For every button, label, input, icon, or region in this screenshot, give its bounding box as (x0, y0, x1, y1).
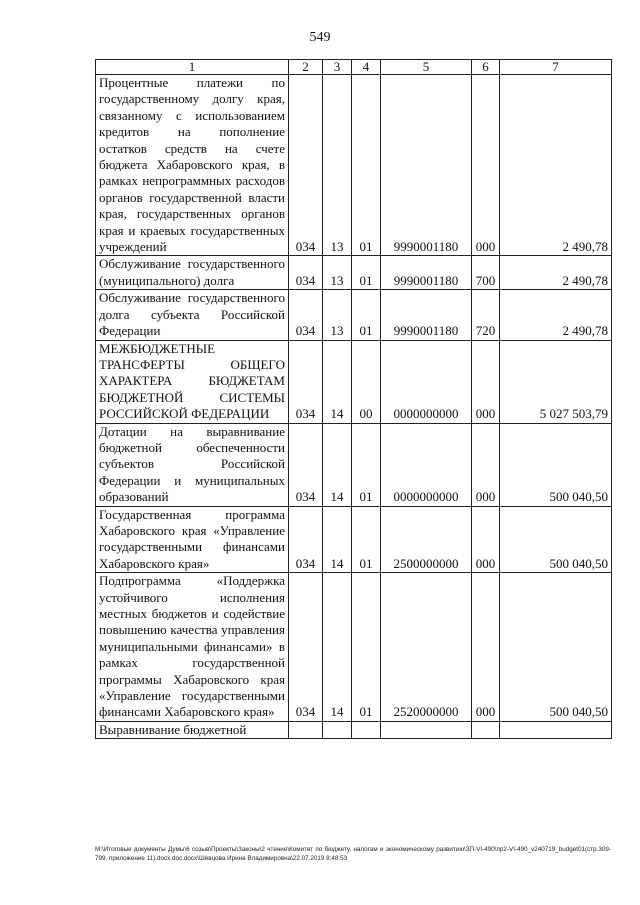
cell-target-article: 9990001180 (381, 256, 472, 290)
cell-section: 14 (323, 506, 352, 573)
row-name: Обслуживание государственного долга субъекта Российской Федерации (96, 290, 289, 340)
cell-section: 13 (323, 290, 352, 340)
cell-expense-type: 000 (472, 340, 500, 423)
page-number: 549 (309, 30, 331, 45)
cell-sum: 500 040,50 (500, 423, 612, 506)
cell-expense-type: 000 (472, 75, 500, 256)
cell-sum: 500 040,50 (500, 506, 612, 573)
cell-grbs: 034 (289, 423, 323, 506)
table-row (96, 506, 612, 573)
column-header: 4 (352, 60, 381, 75)
cell-grbs: 034 (289, 573, 323, 722)
column-header: 7 (500, 60, 612, 75)
table-row (96, 75, 612, 256)
cell-section (323, 721, 352, 738)
table-row (96, 256, 612, 290)
cell-target-article (381, 721, 472, 738)
row-name: Дотации на выравнивание бюджетной обеспеченности субъектов Российской Федерации и муниципальных образований (96, 423, 289, 506)
cell-subsection: 01 (352, 573, 381, 722)
cell-expense-type: 000 (472, 423, 500, 506)
cell-subsection: 01 (352, 423, 381, 506)
cell-subsection: 01 (352, 256, 381, 290)
table-header-row (96, 60, 612, 75)
column-header: 1 (96, 60, 289, 75)
cell-expense-type: 700 (472, 256, 500, 290)
column-header: 2 (289, 60, 323, 75)
column-header: 5 (381, 60, 472, 75)
cell-subsection: 01 (352, 75, 381, 256)
cell-section: 13 (323, 256, 352, 290)
cell-subsection: 00 (352, 340, 381, 423)
cell-expense-type: 000 (472, 506, 500, 573)
row-name: Государственная программа Хабаровского края «Управление государственными финансами Хабаровского края» (96, 506, 289, 573)
cell-section: 14 (323, 573, 352, 722)
row-name: Выравнивание бюджетной (96, 721, 289, 738)
cell-grbs: 034 (289, 506, 323, 573)
budget-table (95, 59, 612, 739)
cell-sum: 500 040,50 (500, 573, 612, 722)
cell-grbs: 034 (289, 290, 323, 340)
row-name: МЕЖБЮДЖЕТНЫЕ ТРАНСФЕРТЫ ОБЩЕГО ХАРАКТЕРА БЮДЖЕТАМ БЮДЖЕТНОЙ СИСТЕМЫ РОССИЙСКОЙ ФЕДЕРАЦИИ (96, 340, 289, 423)
cell-sum: 2 490,78 (500, 75, 612, 256)
cell-target-article: 2500000000 (381, 506, 472, 573)
table-row (96, 423, 612, 506)
cell-sum: 2 490,78 (500, 290, 612, 340)
cell-target-article: 9990001180 (381, 290, 472, 340)
row-name: Обслуживание государственного (муниципального) долга (96, 256, 289, 290)
table-row (96, 721, 612, 738)
cell-section: 14 (323, 423, 352, 506)
cell-expense-type: 000 (472, 573, 500, 722)
cell-expense-type (472, 721, 500, 738)
cell-sum: 5 027 503,79 (500, 340, 612, 423)
cell-section: 13 (323, 75, 352, 256)
cell-target-article: 0000000000 (381, 340, 472, 423)
column-header: 3 (323, 60, 352, 75)
document-path-footer: M:\Итоговые документы Думы\6 созыв\Проекты\Законы\2 чтение\Комитет по бюджету, налогам и экономическому развитию\ЗП-VI-490\пр2-VI-490_v240719_budget01(стр.309-799, приложение 11).docx.doc.docx\Шевцова Ирина Владимировна\22.07.2019 8:48:53 (95, 846, 611, 862)
cell-expense-type: 720 (472, 290, 500, 340)
cell-grbs: 034 (289, 75, 323, 256)
cell-subsection: 01 (352, 506, 381, 573)
table-row (96, 573, 612, 722)
cell-subsection (352, 721, 381, 738)
cell-target-article: 2520000000 (381, 573, 472, 722)
cell-grbs: 034 (289, 256, 323, 290)
cell-target-article: 9990001180 (381, 75, 472, 256)
row-name: Процентные платежи по государственному долгу края, связанному с использованием кредитов на пополнение остатков средств на счете бюджета Хабаровского края, в рамках непрограммных расходов органов государственной власти края, государственных органов края и краевых государственных учреждений (96, 75, 289, 256)
cell-target-article: 0000000000 (381, 423, 472, 506)
cell-sum (500, 721, 612, 738)
cell-subsection: 01 (352, 290, 381, 340)
cell-section: 14 (323, 340, 352, 423)
row-name: Подпрограмма «Поддержка устойчивого исполнения местных бюджетов и содействие повышению качества управления муниципальными финансами» в рамках государственной программы Хабаровского края «Управление государственными финансами Хабаровского края» (96, 573, 289, 722)
cell-sum: 2 490,78 (500, 256, 612, 290)
cell-grbs (289, 721, 323, 738)
table-row (96, 340, 612, 423)
cell-grbs: 034 (289, 340, 323, 423)
column-header: 6 (472, 60, 500, 75)
table-row (96, 290, 612, 340)
